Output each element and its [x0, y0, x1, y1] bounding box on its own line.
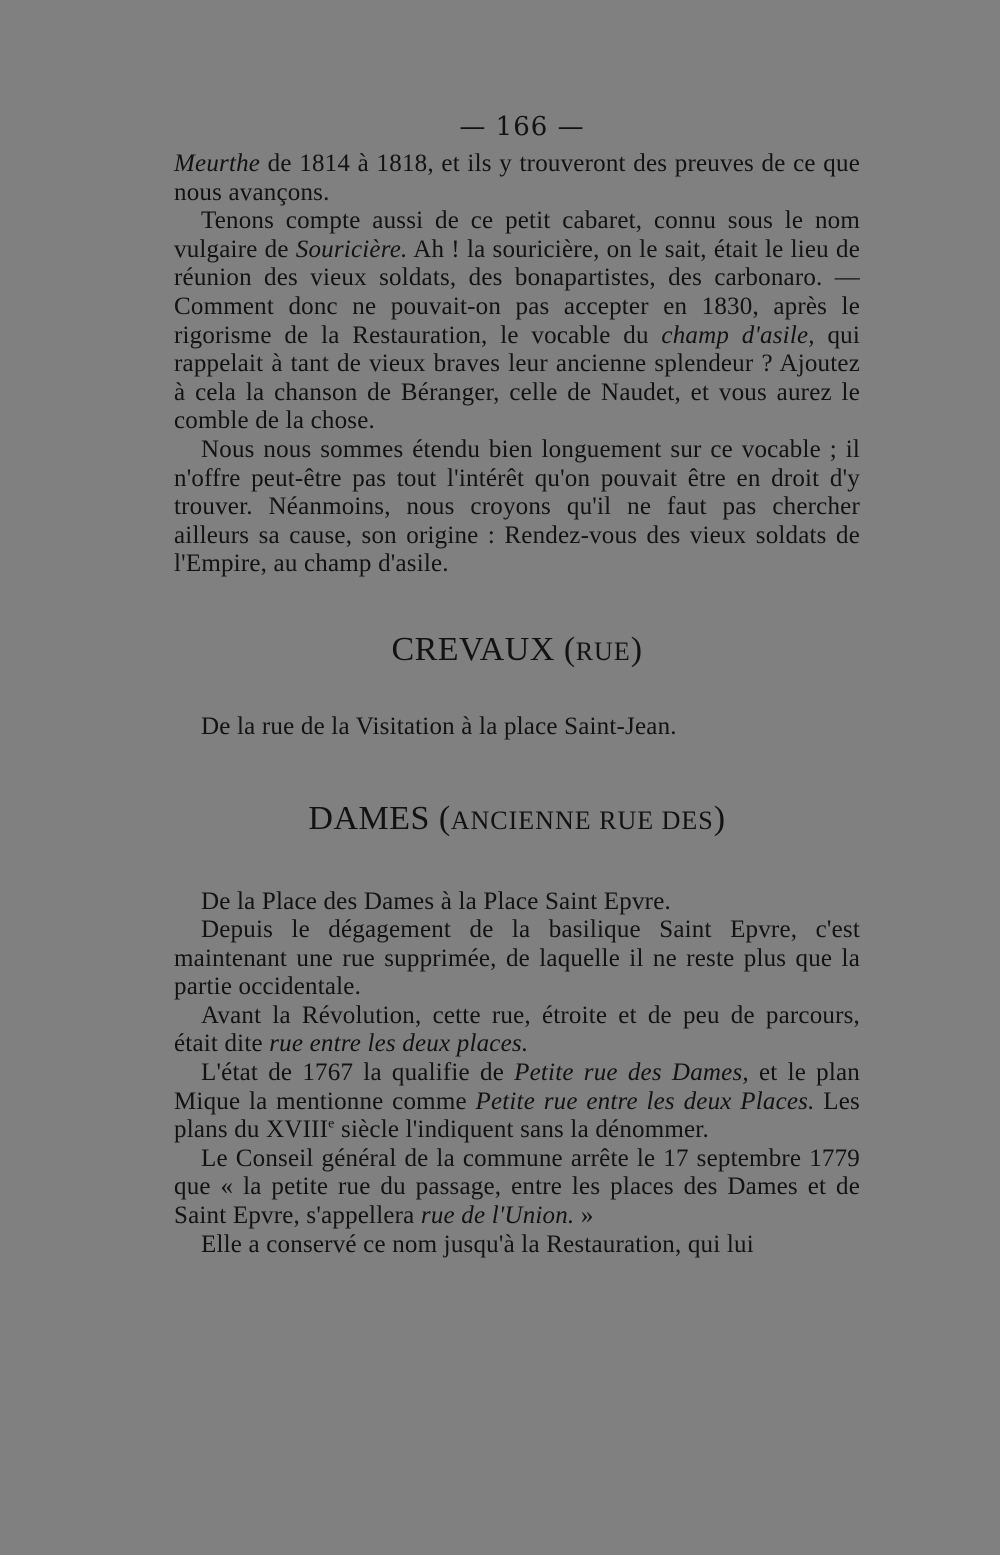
heading-close: ) [713, 799, 726, 837]
paragraph-text: de 1814 à 1818, et ils y trouveront des preuves de ce que nous avançons. [174, 150, 860, 206]
italic-term: rue de l'Union. [420, 1202, 575, 1230]
heading-small-caps: ANCIENNE RUE DES [450, 805, 714, 835]
italic-term: Petite rue entre les deux Places. [475, 1087, 815, 1115]
heading-main: DAMES ( [308, 799, 451, 837]
italic-term: champ d'asile, [661, 321, 815, 349]
italic-term: Petite rue des Dames, [514, 1059, 749, 1087]
crevaux-description: De la rue de la Visitation à la place Saint-Jean. [201, 712, 677, 740]
paragraph-text: siècle l'indiquent sans la dénommer. [334, 1116, 709, 1144]
paragraph-intro-1 [174, 150, 860, 207]
paragraph-text: Avant la Révolution, cette rue, étroite et de peu de parcours, était dite [174, 1001, 860, 1058]
paragraph-text: qui rappelait à tant de vieux braves leur ancienne splendeur ? Ajoutez à cela la chanson de Béranger, celle de Naudet, et vous aurez le comble de la chose. [174, 321, 861, 435]
paragraph-text: » [574, 1202, 594, 1230]
paragraph-intro-3: Nous nous sommes étendu bien longuement sur ce vocable ; il n'offre peut-être pas tout l'intérêt qu'on pouvait être en droit d'y trouver. Néanmoins, nous croyons qu'il ne faut pas chercher ailleurs sa cause, son origine : Rendez-vous des vieux soldats de l'Empire, au champ d'asile. [174, 435, 860, 578]
superscript: e [328, 1116, 335, 1132]
paragraph-text: Les plans du XVIII [174, 1087, 860, 1144]
paragraph-intro-2 [174, 207, 860, 436]
paragraph-text: Tenons compte aussi de ce petit cabaret, connu sous le nom vulgaire de [174, 207, 860, 263]
italic-term: Meurthe [174, 150, 261, 177]
italic-term: rue entre les deux places. [269, 1030, 529, 1058]
heading-main: CREVAUX ( [391, 630, 576, 668]
dames-paragraph-3 [174, 1002, 860, 1059]
page-number: — 166 — [459, 112, 585, 142]
dames-paragraph-2: Depuis le dégagement de la basilique Saint Epvre, c'est maintenant une rue supprimée, de laquelle il ne reste plus que la partie occidentale. [174, 916, 860, 1001]
heading-close: ) [630, 630, 643, 668]
book-page [174, 112, 860, 1259]
dames-paragraph-4 [174, 1059, 860, 1145]
dames-paragraph-1: De la Place des Dames à la Place Saint Epvre. [201, 887, 671, 915]
dames-paragraph-6: Elle a conservé ce nom jusqu'à la Restauration, qui lui [201, 1230, 754, 1258]
section-heading-dames [174, 800, 860, 838]
paragraph-text: Ah ! la souricière, on le sait, était le lieu de réunion des vieux soldats, des bonapartistes, des carbonaro. — Comment donc ne pouvait-on pas accepter en 1830, après le rigorisme de la Restauration, le vocable du [174, 235, 861, 349]
paragraph-text: Le Conseil général de la commune arrête le 17 septembre 1779 que « la petite rue du passage, entre les places des Dames et de Saint Epvre, s'appellera [174, 1144, 860, 1230]
italic-term: Souricière. [295, 235, 408, 263]
dames-paragraph-5 [174, 1145, 860, 1231]
paragraph-text: et le plan Mique la mentionne comme [174, 1059, 860, 1115]
heading-small-caps: RUE [575, 636, 631, 666]
paragraph-text: L'état de 1767 la qualifie de [201, 1059, 515, 1087]
section-heading-crevaux [174, 631, 860, 669]
